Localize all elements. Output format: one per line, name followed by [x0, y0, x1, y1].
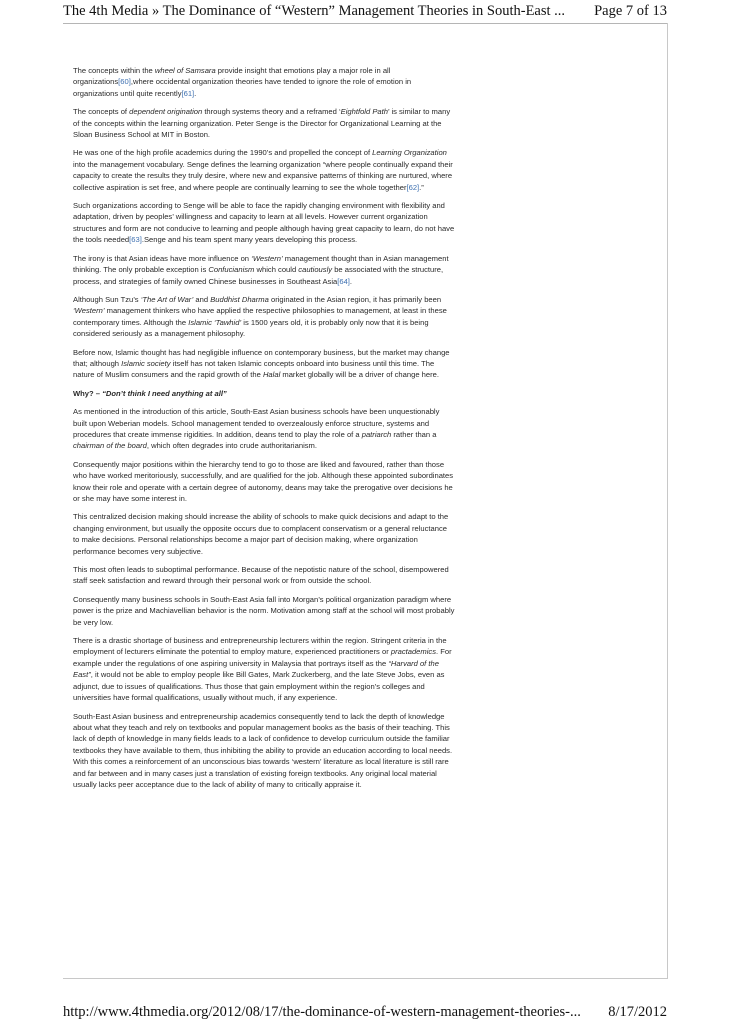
text: originated in the Asian region, it has primarily been: [268, 294, 442, 304]
text: Such organizations according to Senge will be able to face the rapidly changing environment with flexibility and adaptation, driven by peoples’ willingness and capacity to learn at all levels. However current organization structures and form are not conducive to learning and people although having great capacity to learn, do not have the tools needed: [73, 201, 455, 245]
print-date: 8/17/2012: [608, 1004, 667, 1020]
emphasis: Learning Organization: [372, 148, 447, 158]
page-title: The 4th Media » The Dominance of “Western” Management Theories in South-East ...: [63, 3, 566, 19]
text: which could: [254, 265, 299, 275]
emphasis: ‘Western’: [73, 306, 105, 316]
text: is 1500 years old, it is probably only now that it is being considered seriously as a management philosophy.: [73, 317, 429, 339]
heading-quote: “Don’t think I need anything at all”: [102, 388, 227, 398]
text: , which often degrades into crude authoritarianism.: [146, 441, 317, 451]
emphasis: ‘The Art of War’: [140, 294, 194, 304]
paragraph: [73, 200, 455, 246]
text: Before now, Islamic thought has had negligible influence on contemporary business, but the market may change that; although: [73, 347, 450, 368]
paragraph: [73, 253, 455, 287]
print-footer: [63, 1004, 667, 1026]
paragraph: Consequently many business schools in South-East Asia fall into Morgan’s political organization paradigm where power is the prize and Machiavellian behavior is the norm. Motivation among staff at the school will most probably be very low.: [73, 594, 455, 627]
text: .: [194, 88, 197, 98]
text: ,where occidental organization theories have tended to ignore the role of emotion in organizations until quite recently: [73, 77, 412, 98]
text: market globally will be a driver of change here.: [280, 370, 439, 380]
article-body: [73, 65, 455, 797]
text: through systems theory and a reframed ‘: [202, 107, 341, 117]
text: ’ is similar to many of the concepts within the learning organization. Peter Senge is the Director for Organizational Learning at the Sloan Business School at MIT in Boston.: [73, 107, 451, 140]
text: There is a drastic shortage of business and entrepreneurship lecturers within the region. Stringent criteria in the employment of lecturers eliminate the potential to employ mature, experienced practitioners or: [73, 636, 447, 657]
text: As mentioned in the introduction of this article, South-East Asian business schools have been unquestionably built upon Weberian models. School management tended to overzealously enforce structure, systems and procedures that create immense rigidities. In addition, deans tend to play the role of a: [73, 407, 440, 439]
emphasis: chairman of the board: [73, 441, 147, 451]
heading-text: Why? –: [73, 388, 103, 398]
page-url: http://www.4thmedia.org/2012/08/17/the-dominance-of-western-management-theories-...: [63, 1004, 581, 1020]
emphasis: “Harvard of the East”: [73, 658, 439, 680]
text: The irony is that Asian ideas have more influence on: [73, 253, 252, 263]
text: . For example under the regulations of one aspiring university in Malaysia that portrays itself as the: [73, 647, 452, 668]
emphasis: cautiously: [298, 265, 333, 275]
emphasis: Islamic society: [121, 358, 171, 368]
text: .: [349, 276, 353, 286]
emphasis: Confucianism: [208, 265, 255, 275]
page-number: Page 7 of 13: [594, 3, 667, 19]
text: Although Sun Tzu’s: [73, 294, 141, 304]
footnote-link-60[interactable]: [60]: [118, 77, 131, 87]
text: into the management vocabulary. Senge defines the learning organization “where people continually expand their capacity to create the results they truly desire, where new and expansive patterns of thinking are nurtured, where collective aspiration is set free, and where people are continually learning to see the whole together: [73, 159, 453, 192]
text: provide insight that emotions play a major role in all organizations: [73, 66, 391, 87]
text: , it would not be able to employ people like Bill Gates, Mark Zuckerberg, and the late Steve Jobs, even as adjunct, due to issues of qualifications. Thus those that gain employment within the region’s colleges and universities have formal qualifications, usually without much, if any experience.: [73, 670, 445, 703]
emphasis: Eightfold Path: [340, 107, 388, 117]
emphasis: wheel of Samsara: [154, 66, 216, 75]
paragraph: [73, 65, 455, 99]
paragraph: This centralized decision making should increase the ability of schools to make quick decisions and adapt to the changing environment, but usually the opposite occurs due to complacent conservatism or a general reluctance to make decisions. Personal relationships become a major part of decision making, where organization performance becomes very subjective.: [73, 512, 449, 556]
text: The concepts within the: [73, 66, 155, 75]
text: and: [193, 294, 211, 304]
footnote-link-63[interactable]: [63]: [129, 235, 142, 245]
text: itself has not taken Islamic concepts onboard into business until this time. The nature of Muslim consumers and the rapid growth of the: [73, 358, 435, 380]
paragraph: Consequently major positions within the hierarchy tend to go to those are liked and favoured, rather than those who have worked meritoriously, successfully, and are qualified for the job. Although these appointed subordinates know their role and operate with a certain degree of autonomy, deans may take the prerogative over decisions he or she may have some interest in.: [73, 459, 454, 503]
text: management thought than in Asian management thinking. The only probable exception is: [73, 253, 449, 275]
print-header: [63, 3, 667, 24]
text: be associated with the structure, process, and strategies of family owned Chinese businesses in Southeast Asia: [73, 265, 444, 286]
paragraph: [73, 147, 455, 193]
emphasis: ‘Western’: [251, 253, 283, 263]
text: management thinkers who have applied the respective philosophies to management, at least in these contemporary times. Although the: [73, 306, 447, 327]
text: .”: [419, 182, 424, 192]
paragraph: [73, 635, 455, 703]
text: He was one of the high profile academics during the 1990’s and propelled the concept of: [73, 148, 373, 158]
paragraph: South-East Asian business and entrepreneurship academics consequently tend to lack the depth of knowledge about what they teach and rely on textbooks and popular management books as the basis of their teaching. This lack of depth of knowledge in many fields leads to a lack of confidence to develop curriculum outside the familiar textbooks they have available to them, thus inhibiting the ability to provide an education according to local needs. With this comes a reinforcement of an unconscious bias towards ‘western’ literature as local literature is still rare and far between and in many cases just a translation of existing foreign textbooks. Any original local material usually lacks peer acceptance due to the lack of ability of many to critically appraise it.: [73, 711, 453, 789]
paragraph: [73, 106, 455, 140]
paragraph: [73, 294, 455, 340]
emphasis: patriarch: [361, 429, 392, 439]
emphasis: Halal: [262, 370, 281, 380]
paragraph: This most often leads to suboptimal performance. Because of the nepotistic nature of the school, disempowered staff seek satisfaction and reward through their personal work or from outside the school.: [73, 565, 449, 586]
emphasis: Islamic ‘Tawhid’: [188, 317, 242, 327]
footnote-link-64[interactable]: [64]: [337, 276, 350, 286]
emphasis: dependent origination: [129, 107, 203, 117]
emphasis: Buddhist Dharma: [210, 294, 269, 304]
text: .Senge and his team spent many years developing this process.: [141, 235, 358, 245]
footnote-link-61[interactable]: [61]: [181, 88, 195, 98]
text: rather than a: [391, 429, 437, 439]
text: The concepts of: [73, 107, 130, 117]
footnote-link-62[interactable]: [62]: [406, 182, 420, 192]
paragraph: [73, 406, 455, 452]
section-heading: [73, 388, 455, 399]
paragraph: [73, 347, 455, 381]
emphasis: practademics: [390, 647, 437, 657]
